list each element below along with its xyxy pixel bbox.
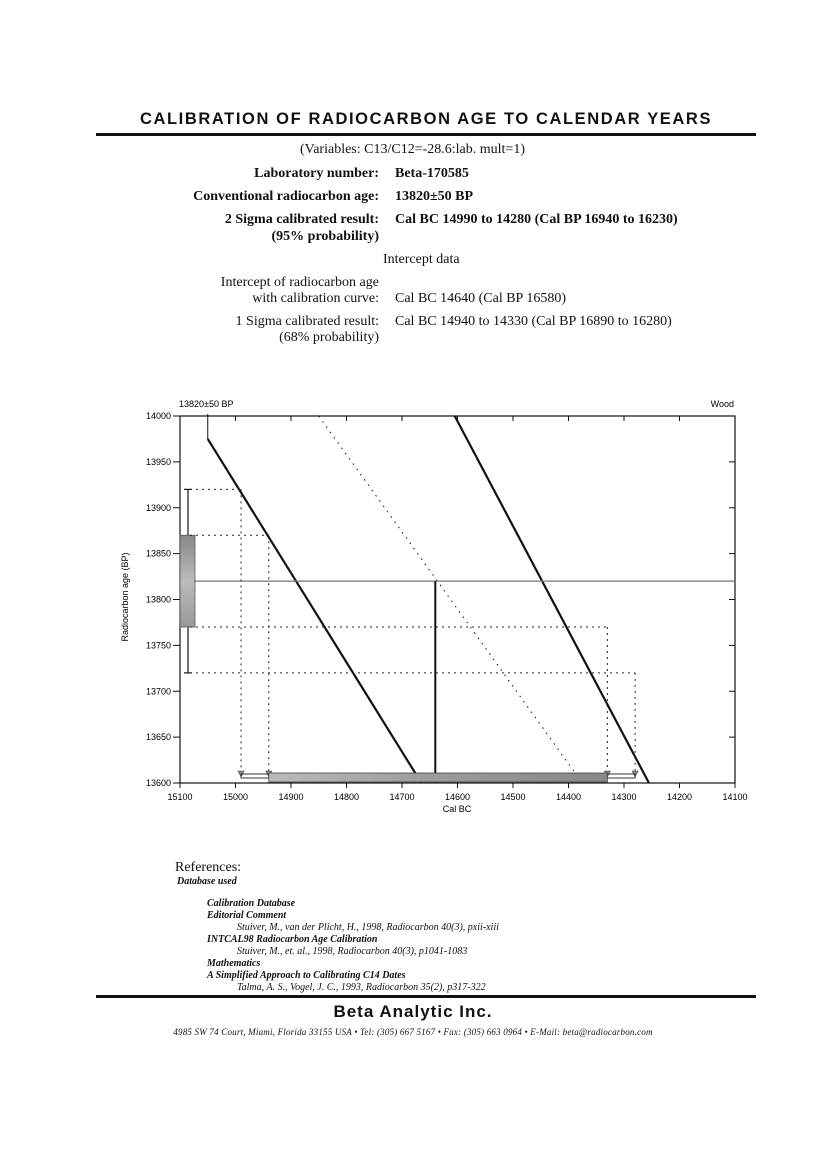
conv-age-value: 13820±50 BP xyxy=(395,189,474,204)
intcal-citation: Stuiver, M., et. al., 1998, Radiocarbon 40(3), p1041-1083 xyxy=(237,946,468,957)
lab-number-value: Beta-170585 xyxy=(395,166,469,181)
footer-rule xyxy=(96,995,756,998)
company-address: 4985 SW 74 Court, Miami, Florida 33155 USA • Tel: (305) 667 5167 • Fax: (305) 663 0964 • E-Mail: beta@radiocarbon.com xyxy=(173,1027,653,1037)
x-tick-label: 14700 xyxy=(389,792,415,802)
y-tick-label: 13750 xyxy=(145,640,171,651)
lab-number-label: Laboratory number: xyxy=(254,166,379,181)
intercept-label-1: Intercept of radiocarbon age xyxy=(220,275,379,290)
plot-frame xyxy=(180,416,735,783)
y-tick-label: 13850 xyxy=(145,548,171,559)
simplified-approach: A Simplified Approach to Calibrating C14 Dates xyxy=(207,970,406,981)
intcal-title: INTCAL98 Radiocarbon Age Calibration xyxy=(207,934,378,945)
x-tick-label: 14600 xyxy=(444,792,471,802)
y-tick-label: 13600 xyxy=(145,778,171,788)
calibration-chart xyxy=(0,395,826,825)
x-tick-label: 15100 xyxy=(167,792,193,802)
x-tick-label: 14200 xyxy=(666,792,693,802)
two-sigma-value: Cal BC 14990 to 14280 (Cal BP 16940 to 16230) xyxy=(395,212,678,227)
references-heading: References: xyxy=(175,860,242,875)
intercept-heading: Intercept data xyxy=(383,252,460,267)
x-tick-label: 14900 xyxy=(278,792,304,802)
mathematics: Mathematics xyxy=(207,958,261,969)
x-tick-label: 14300 xyxy=(611,792,637,802)
y-tick-label: 13700 xyxy=(145,686,171,697)
y-tick-label: 13950 xyxy=(145,456,171,467)
one-sigma-label: 1 Sigma calibrated result: xyxy=(235,314,379,329)
one-sigma-probability: (68% probability) xyxy=(279,330,379,345)
y-tick-label: 13800 xyxy=(145,594,171,605)
x-tick-label: 14100 xyxy=(722,792,748,802)
variables-line: (Variables: C13/C12=-28.6:lab. mult=1) xyxy=(300,142,525,157)
sample-age-label: 13820±50 BP xyxy=(179,399,234,409)
editorial-comment: Editorial Comment xyxy=(207,910,287,921)
sigma1-age-bar xyxy=(180,535,195,627)
database-used: Database used xyxy=(177,876,237,887)
y-tick-label: 13900 xyxy=(145,502,171,513)
intercept-value: Cal BC 14640 (Cal BP 16580) xyxy=(395,291,566,306)
calibration-curve-lower xyxy=(455,416,649,783)
page-title: CALIBRATION OF RADIOCARBON AGE TO CALENDAR YEARS xyxy=(139,110,713,128)
two-sigma-probability: (95% probability) xyxy=(271,229,379,244)
y-tick-label: 14000 xyxy=(145,411,171,421)
x-axis-label: Cal BC xyxy=(442,804,472,814)
sigma1-cal-range xyxy=(269,773,608,782)
title-rule xyxy=(96,133,756,136)
editorial-citation: Stuiver, M., van der Plicht, H., 1998, Radiocarbon 40(3), pxii-xiii xyxy=(237,922,499,933)
x-tick-label: 14800 xyxy=(333,792,360,802)
calibration-curve-upper xyxy=(208,439,422,783)
calibration-curve-center xyxy=(319,416,583,783)
x-tick-label: 14500 xyxy=(500,792,526,802)
one-sigma-value: Cal BC 14940 to 14330 (Cal BP 16890 to 16280) xyxy=(395,314,672,329)
company-name: Beta Analytic Inc. xyxy=(333,1002,493,1021)
x-tick-label: 14400 xyxy=(555,792,582,802)
intercept-label-2: with calibration curve: xyxy=(252,291,379,306)
material-label: Wood xyxy=(710,399,734,409)
y-tick-label: 13650 xyxy=(145,732,171,743)
references-section xyxy=(175,860,499,994)
calibration-database: Calibration Database xyxy=(207,898,296,909)
conv-age-label: Conventional radiocarbon age: xyxy=(193,189,379,204)
two-sigma-label: 2 Sigma calibrated result: xyxy=(224,212,379,227)
simplified-citation: Talma, A. S., Vogel, J. C., 1993, Radiocarbon 35(2), p317-322 xyxy=(237,982,486,993)
y-axis-label: Radiocarbon age (BP) xyxy=(120,552,130,642)
x-tick-label: 15000 xyxy=(222,792,249,802)
